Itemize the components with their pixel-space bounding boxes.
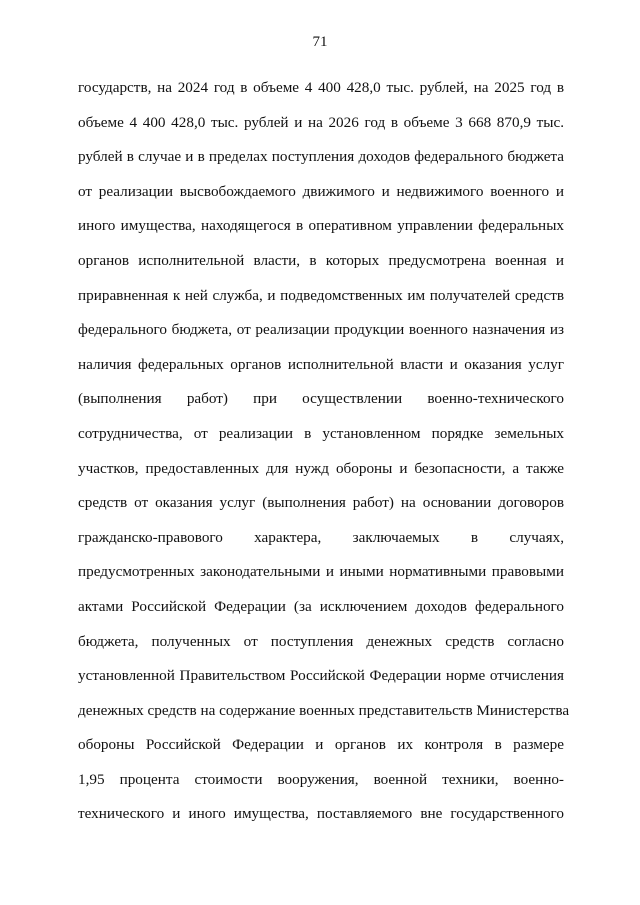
page-number: 71 [312,34,328,50]
text-line: от реализации высвобождаемого движимого и недвижимого военного и [78,182,564,200]
text-line: государств, на 2024 год в объеме 4 400 428,0 тыс. рублей, на 2025 год в [78,79,564,96]
text-line: 1,95 процента стоимости вооружения, военной техники, военно- [78,770,564,788]
text-line: федерального бюджета, от реализации продукции военного назначения из [78,321,564,339]
text-line: иного имущества, находящегося в оперативном управлении федеральных [78,217,564,235]
text-line: (выполнения работ) при осуществлении военно-технического [78,390,564,408]
text-line: органов исполнительной власти, в которых предусмотрена военная и [78,251,564,269]
text-line: участков, предоставленных для нужд обороны и безопасности, а также [78,459,564,477]
text-line: бюджета, полученных от поступления денежных средств согласно [78,632,564,650]
text-line: приравненная к ней служба, и подведомственных им получателей средств [78,286,564,304]
text-line: установленной Правительством Российской Федерации норме отчисления [78,667,564,685]
text-line: сотрудничества, от реализации в установленном порядке земельных [78,424,564,442]
text-line: объеме 4 400 428,0 тыс. рублей и на 2026 год в объеме 3 668 870,9 тыс. [78,113,564,131]
text-line: рублей в случае и в пределах поступления доходов федерального бюджета [78,148,564,166]
text-line: гражданско-правового характера, заключаемых в случаях, [78,528,564,546]
text-line: предусмотренных законодательными и иными нормативными правовыми [78,563,564,581]
text-line: средств от оказания услуг (выполнения работ) на основании договоров [78,494,564,512]
text-line: наличия федеральных органов исполнительной власти и оказания услуг [78,355,564,373]
text-line: технического и иного имущества, поставляемого вне государственного [78,805,564,823]
body-text [78,71,570,832]
text-line: актами Российской Федерации (за исключением доходов федерального [78,597,564,615]
text-line: денежных средств на содержание военных представительств Министерства [78,701,570,719]
text-line: обороны Российской Федерации и органов их контроля в размере [78,736,564,754]
